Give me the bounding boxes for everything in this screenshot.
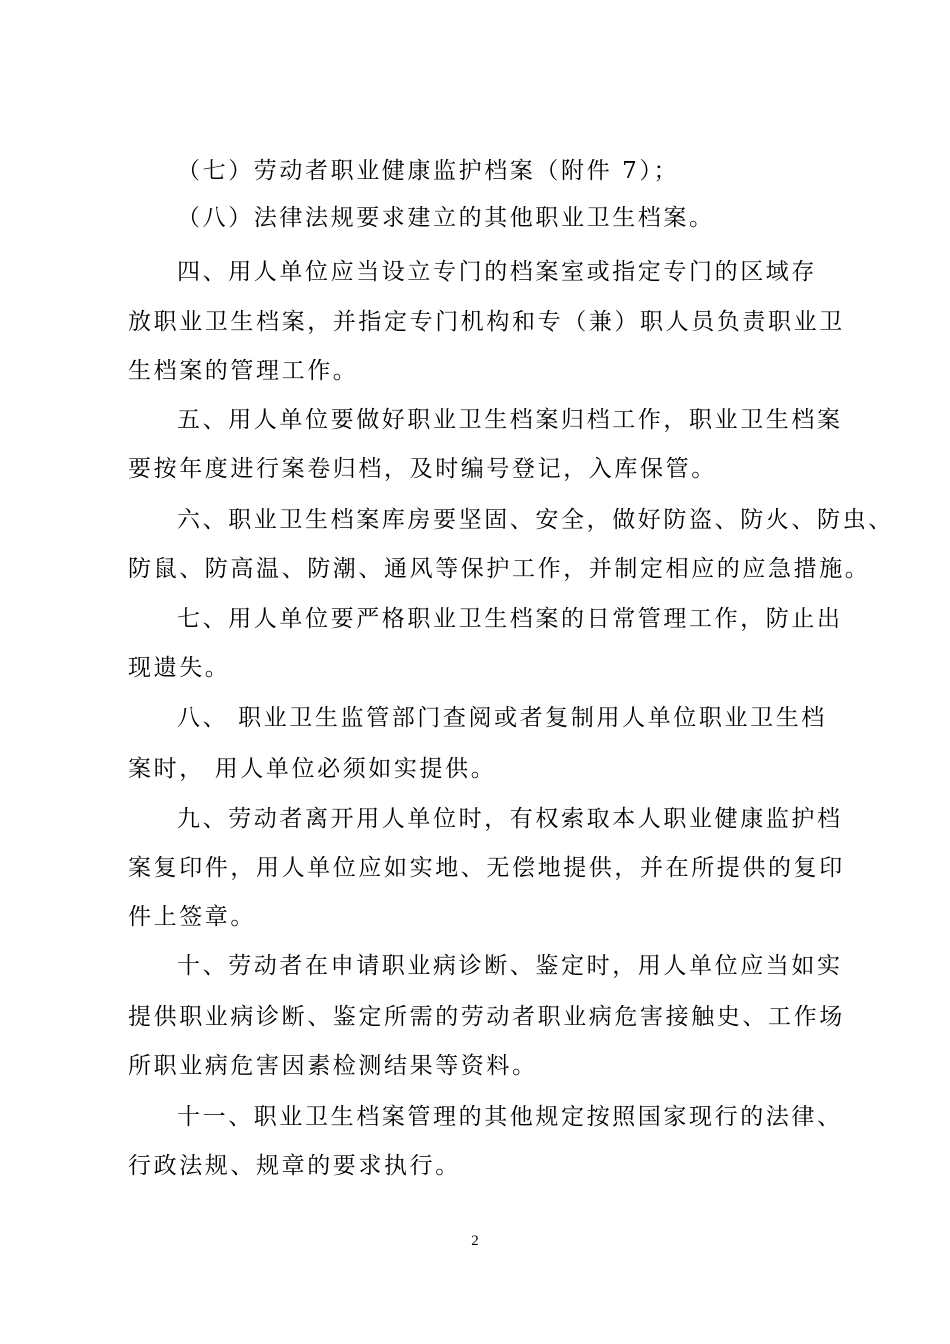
text-line: 行政法规、规章的要求执行。 — [128, 1153, 461, 1179]
text-line: 案复印件，用人单位应如实地、无偿地提供，并在所提供的复印 — [128, 855, 845, 881]
text-line: 五、用人单位要做好职业卫生档案归档工作，职业卫生档案 — [177, 407, 843, 433]
text-line: 生档案的管理工作。 — [128, 358, 359, 384]
text-line: 提供职业病诊断、鉴定所需的劳动者职业病危害接触史、工作场 — [128, 1004, 845, 1030]
text-line: 防鼠、防高温、防潮、通风等保护工作，并制定相应的应急措施。 — [128, 556, 871, 582]
text-line: 九、劳动者离开用人单位时，有权索取本人职业健康监护档 — [177, 806, 843, 832]
text-line: 放职业卫生档案，并指定专门机构和专（兼）职人员负责职业卫 — [128, 309, 845, 335]
text-line: 七、用人单位要严格职业卫生档案的日常管理工作，防止出 — [177, 606, 843, 632]
text-line: 件上签章。 — [128, 904, 256, 930]
text-line: 案时， 用人单位必须如实提供。 — [128, 756, 497, 782]
text-line: （八）法律法规要求建立的其他职业卫生档案。 — [177, 205, 715, 231]
text-line: （七）劳动者职业健康监护档案（附件 7）； — [177, 158, 680, 184]
text-line: 十、劳动者在申请职业病诊断、鉴定时，用人单位应当如实 — [177, 953, 843, 979]
text-line: 所职业病危害因素检测结果等资料。 — [128, 1053, 538, 1079]
text-line: 要按年度进行案卷归档，及时编号登记，入库保管。 — [128, 456, 717, 482]
text-line: 八、 职业卫生监管部门查阅或者复制用人单位职业卫生档 — [177, 705, 827, 731]
text-line: 十一、职业卫生档案管理的其他规定按照国家现行的法律、 — [177, 1104, 843, 1130]
text-line: 六、职业卫生档案库房要坚固、安全，做好防盗、防火、防虫、 — [177, 507, 894, 533]
text-line: 现遗失。 — [128, 655, 231, 681]
page-number: 2 — [471, 1233, 479, 1249]
text-line: 四、用人单位应当设立专门的档案室或指定专门的区域存 — [177, 259, 817, 285]
